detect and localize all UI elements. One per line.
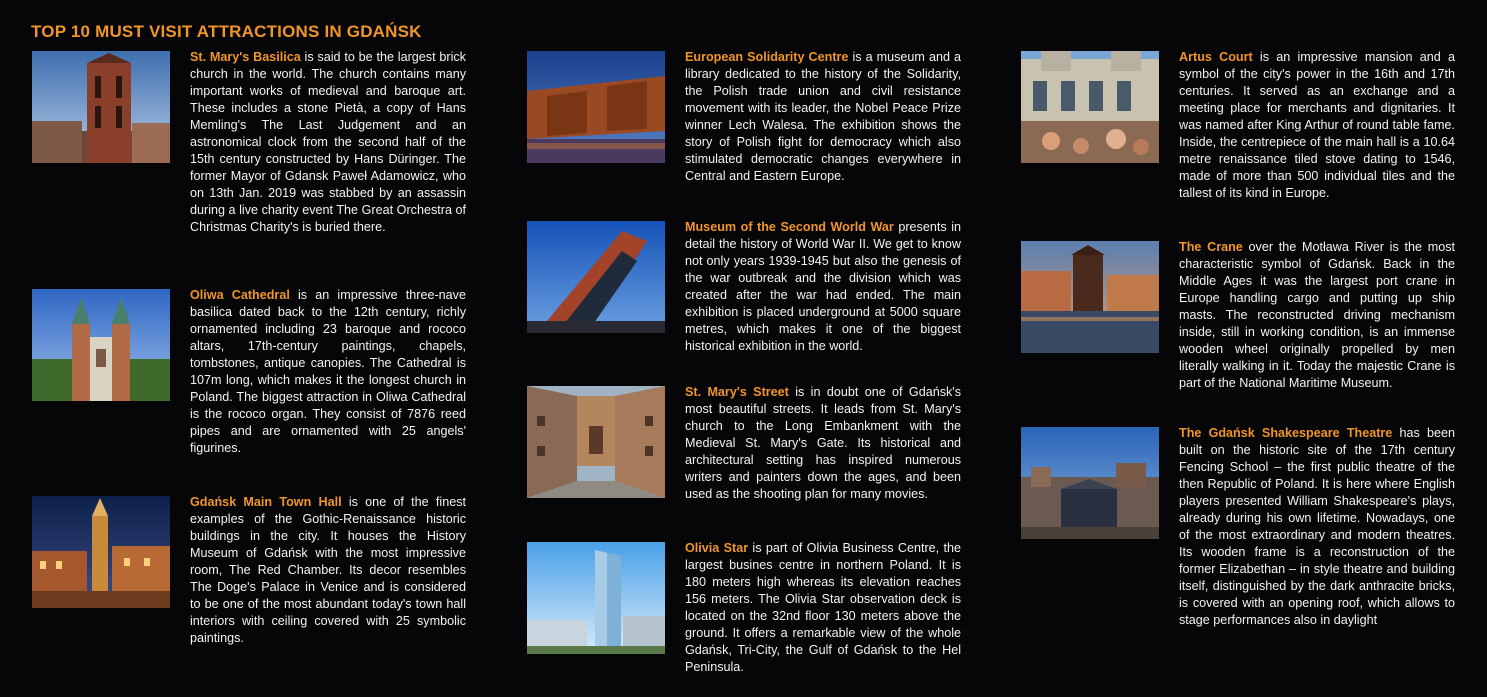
attraction-text: [1179, 239, 1455, 392]
attraction-text: [685, 219, 961, 355]
attraction-text: [1179, 425, 1455, 629]
artus-court-facade-photo: [1021, 51, 1159, 163]
attraction-description: is in doubt one of Gdańsk's most beautiful streets. It leads from St. Mary's church to the Long Embankment with the Medieval St. Mary's Gate. Its historical and architectural setting has inspired numerous writers and painters down the ages, and been used as the shooting plan for many movies.: [685, 385, 962, 501]
attraction-name: Olivia Star: [685, 541, 749, 555]
attraction-description: is said to be the largest brick church in the world. The church contains many important works of medieval and baroque art. These includes a stone Pietà, a copy of Hans Memling's The Last Judgement and an astronomical clock from the second half of the 15th century constructed by Hans Düringer. The former Mayor of Gdansk Paweł Adamowicz, who on 13th Jan. 2019 was stabbed by an assassin during a live charity event The Great Orchestra of Christmas Charity's is buried there.: [190, 50, 466, 234]
attraction-description: over the Motława River is the most characteristic symbol of Gdańsk. Back in the Middle Ages it was the largest port crane in Europe handling cargo and putting up ship masts. The reconstructed driving mechanism inside, still in working condition, is an immense wooden wheel originally propelled by men literally walking in it. Today the majestic Crane is part of the National Maritime Museum.: [1179, 240, 1455, 390]
page-title: TOP 10 MUST VISIT ATTRACTIONS IN GDAŃSK: [31, 22, 422, 41]
attraction-name: Museum of the Second World War: [685, 220, 894, 234]
attraction-name: The Crane: [1179, 240, 1243, 254]
attraction-name: European Solidarity Centre: [685, 50, 849, 64]
attraction-name: Gdańsk Main Town Hall: [190, 495, 342, 509]
town-hall-night-photo: [32, 496, 170, 608]
attraction-name: St. Mary's Basilica: [190, 50, 301, 64]
brick-church-tower-photo: [32, 51, 170, 163]
attraction-text: [190, 49, 466, 236]
attraction-description: presents in detail the history of World War II. We get to know not only years 1939-1945 but also the genesis of the war outbreak and the division which was created after the war had ended. The main exhibition is placed underground at 5000 square metres, which makes it one of the biggest historical exhibition in the world.: [685, 220, 961, 353]
theatre-aerial-photo: [1021, 427, 1159, 539]
attraction-description: has been built on the historic site of the 17th century Fencing School – the first public theatre of the then Republic of Poland. It is here where English players presented William Shakespeare's plays, already during his own lifetime. Nowadays, one of the most extraordinary and modern theatres. Its wooden frame is a reconstruction of the former Elizabethan – in style theatre and building itself, distinguished by the dark anthracite bricks, is covered with an opening roof, which allows to stage performances also in daylight: [1179, 426, 1455, 627]
attraction-description: is an impressive mansion and a symbol of the city's power in the 16th and 17th centuries. It served as an exchange and a meeting place for merchants and dignitaries. It was named after King Arthur of round table fame. Inside, the centrepiece of the main hall is a 10.64 metre renaissance tiled stove dating to 1546, made of more than 500 individual tiles and the tallest of its kind in Europe.: [1179, 50, 1455, 200]
rust-steel-building-photo: [527, 51, 665, 163]
attraction-text: [1179, 49, 1455, 202]
attraction-name: St. Mary's Street: [685, 385, 789, 399]
riverside-crane-photo: [1021, 241, 1159, 353]
attraction-text: [190, 494, 466, 647]
attraction-description: is a museum and a library dedicated to the history of the Solidarity, the Polish trade union and civil resistance movement with its leader, the Nobel Peace Prize winner Lech Walesa. The exhibition shows the story of Polish fight for democracy which also stimulated democratic changes everywhere in Central and Eastern Europe.: [685, 50, 961, 183]
attraction-name: The Gdańsk Shakespeare Theatre: [1179, 426, 1393, 440]
old-street-photo: [527, 386, 665, 498]
attraction-text: [685, 540, 961, 676]
tilted-museum-building-photo: [527, 221, 665, 333]
attraction-text: [685, 49, 961, 185]
twin-spire-cathedral-photo: [32, 289, 170, 401]
attraction-description: is an impressive three-nave basilica dated back to the 12th century, richly ornamented including 23 baroque and rococo altars, 17th-century paintings, chapels, tombstones, antique canopies. The Cathedral is 107m long, which makes it the longest church in Poland. The biggest attraction in Oliwa Cathedral is the rococo organ. They consist of 7876 reed pipes and are ornamented with 25 angels' figurines.: [190, 288, 466, 455]
attraction-name: Artus Court: [1179, 50, 1253, 64]
attraction-text: [190, 287, 466, 457]
attraction-text: [685, 384, 961, 503]
glass-skyscraper-photo: [527, 542, 665, 654]
attraction-description: is one of the finest examples of the Gothic-Renaissance historic buildings in the city. It houses the History Museum of Gdańsk with the most impressive room, The Red Chamber. Its decor resembles The Doge's Palace in Venice and is considered to be one of the most abundant today's town hall interiors with ceiling covered with 25 symbolic paintings.: [190, 495, 466, 645]
attraction-description: is part of Olivia Business Centre, the largest busines centre in northern Poland. It is 180 meters high whereas its elevation reaches 156 meters. The Olivia Star observation deck is located on the 32nd floor 130 meters above the ground. It offers a remarkable view of the whole Gdańsk, Tri-City, the Gulf of Gdańsk to the Hel Peninsula.: [685, 541, 961, 674]
attraction-name: Oliwa Cathedral: [190, 288, 290, 302]
